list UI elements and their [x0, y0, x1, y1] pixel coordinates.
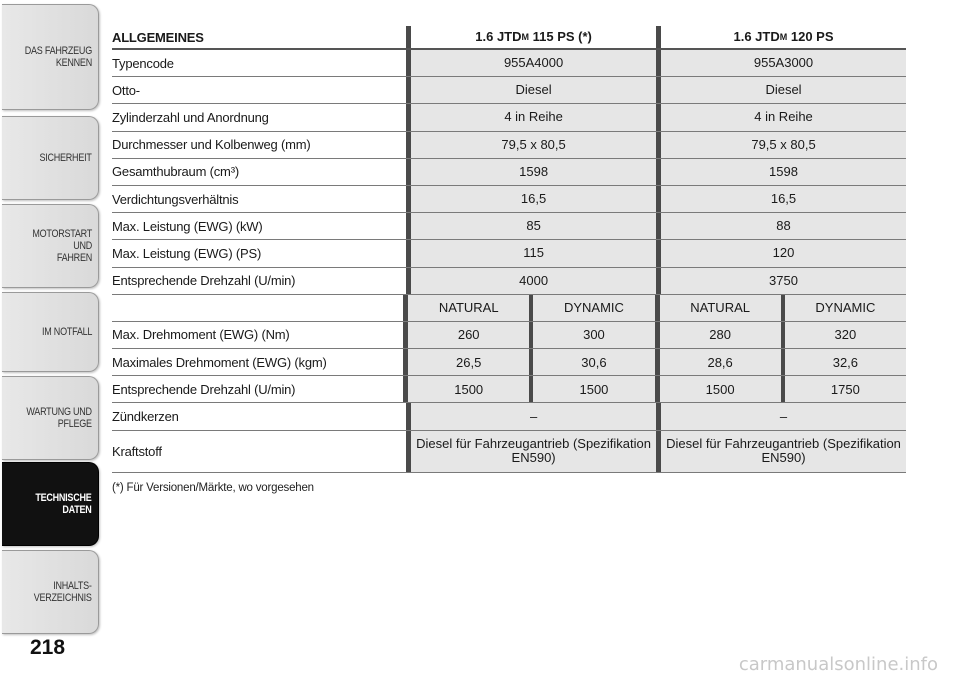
mode-dynamic: DYNAMIC	[785, 295, 906, 321]
value-engine-120: 955A3000	[661, 50, 906, 76]
value-natural-120: 28,6	[660, 349, 781, 375]
header-prefix: 1.6 JTD	[733, 29, 780, 44]
chapter-sidebar	[0, 0, 100, 640]
footnote: (*) Für Versionen/Märkte, wo vorgesehen	[112, 482, 314, 494]
value-engine-120: 4 in Reihe	[661, 104, 906, 130]
tab-inhaltsverzeichnis[interactable]	[2, 550, 99, 634]
value-dynamic-120: 1750	[785, 376, 906, 402]
value-engine-115: Diesel	[411, 77, 656, 103]
row-label: Max. Drehmoment (EWG) (Nm)	[112, 327, 290, 343]
row-label: Gesamthubraum (cm³)	[112, 164, 239, 180]
table-row	[112, 77, 906, 104]
tab-das-fahrzeug-kennen[interactable]	[2, 4, 99, 110]
tab-wartung-und-pflege[interactable]	[2, 376, 99, 460]
tab-sicherheit[interactable]	[2, 116, 99, 200]
value-natural-115: 1500	[408, 376, 529, 402]
value-dynamic-115: 1500	[533, 376, 654, 402]
row-label	[112, 295, 403, 321]
row-label: Verdichtungsverhältnis	[112, 191, 239, 207]
value-engine-115: 16,5	[411, 186, 656, 212]
table-row	[112, 431, 906, 473]
split-cells	[660, 376, 907, 402]
table-row	[112, 403, 906, 430]
value-engine-120: 88	[661, 213, 906, 239]
value-engine-120: Diesel für Fahrzeugantrieb (Spezifikation EN590)	[661, 431, 906, 472]
mode-header-row	[112, 295, 906, 322]
tab-label: INHALTS- VERZEICHNIS	[34, 580, 92, 604]
split-cells	[408, 322, 655, 348]
table-row	[112, 213, 906, 240]
tab-label: TECHNISCHE DATEN	[35, 492, 92, 516]
split-cells	[660, 322, 907, 348]
row-label: Entsprechende Drehzahl (U/min)	[112, 273, 296, 289]
header-label: ALLGEMEINES	[112, 29, 204, 45]
value-engine-120: –	[661, 403, 906, 429]
header-prefix: 1.6 JTD	[475, 29, 522, 44]
value-natural-115: 260	[408, 322, 529, 348]
table-row	[112, 159, 906, 186]
value-engine-115: Diesel für Fahrzeugantrieb (Spezifikation EN590)	[411, 431, 656, 472]
row-label: Maximales Drehmoment (EWG) (kgm)	[112, 354, 327, 370]
value-natural-120: 1500	[660, 376, 781, 402]
split-cells	[660, 349, 907, 375]
header-engine-115	[411, 26, 656, 48]
tab-label: WARTUNG UND PFLEGE	[26, 406, 92, 430]
header-engine-120	[661, 26, 906, 48]
row-label: Zylinderzahl und Anordnung	[112, 109, 269, 125]
value-dynamic-120: 320	[785, 322, 906, 348]
table-row	[112, 349, 906, 376]
value-engine-120: 3750	[661, 268, 906, 294]
table-row	[112, 104, 906, 131]
engine-spec-table	[112, 26, 906, 473]
tab-im-notfall[interactable]	[2, 292, 99, 372]
tab-technische-daten[interactable]	[2, 462, 99, 546]
row-label: Otto-	[112, 82, 140, 98]
table-row	[112, 376, 906, 403]
value-engine-120: Diesel	[661, 77, 906, 103]
split-cells	[660, 295, 907, 321]
value-engine-115: –	[411, 403, 656, 429]
split-cells	[408, 295, 655, 321]
value-natural-120: 280	[660, 322, 781, 348]
row-label: Durchmesser und Kolbenweg (mm)	[112, 137, 311, 153]
value-engine-120: 120	[661, 240, 906, 266]
table-row	[112, 50, 906, 77]
value-engine-115: 115	[411, 240, 656, 266]
table-row	[112, 268, 906, 295]
row-label: Kraftstoff	[112, 443, 162, 459]
mode-dynamic: DYNAMIC	[533, 295, 654, 321]
header-suffix: 115 PS (*)	[529, 29, 592, 44]
value-engine-120: 79,5 x 80,5	[661, 132, 906, 158]
split-cells	[408, 376, 655, 402]
value-engine-115: 4 in Reihe	[411, 104, 656, 130]
value-engine-115: 4000	[411, 268, 656, 294]
table-header-row	[112, 26, 906, 50]
tab-motorstart-und-fahren[interactable]	[2, 204, 99, 288]
row-label: Max. Leistung (EWG) (PS)	[112, 245, 262, 261]
table-row	[112, 132, 906, 159]
value-dynamic-115: 300	[533, 322, 654, 348]
value-engine-115: 85	[411, 213, 656, 239]
row-label: Max. Leistung (EWG) (kW)	[112, 218, 263, 234]
tab-label: DAS FAHRZEUG KENNEN	[24, 45, 92, 69]
value-natural-115: 26,5	[408, 349, 529, 375]
header-subscript: M	[779, 32, 788, 42]
tab-label: SICHERHEIT	[39, 152, 92, 164]
page-number: 218	[30, 636, 66, 659]
row-label: Typencode	[112, 55, 174, 71]
row-label: Entsprechende Drehzahl (U/min)	[112, 381, 296, 397]
tab-label: MOTORSTART UND FAHREN	[32, 228, 92, 264]
value-engine-120: 1598	[661, 159, 906, 185]
value-engine-115: 1598	[411, 159, 656, 185]
table-row	[112, 240, 906, 267]
value-dynamic-120: 32,6	[785, 349, 906, 375]
split-cells	[408, 349, 655, 375]
mode-natural: NATURAL	[408, 295, 529, 321]
table-row	[112, 322, 906, 349]
value-engine-115: 79,5 x 80,5	[411, 132, 656, 158]
header-subscript: M	[521, 32, 530, 42]
header-suffix: 120 PS	[787, 29, 834, 44]
mode-natural: NATURAL	[660, 295, 781, 321]
row-label: Zündkerzen	[112, 409, 179, 425]
tab-label: IM NOTFALL	[41, 326, 92, 338]
value-engine-115: 955A4000	[411, 50, 656, 76]
watermark: carmanualsonline.info	[738, 654, 938, 675]
value-engine-120: 16,5	[661, 186, 906, 212]
table-row	[112, 186, 906, 213]
value-dynamic-115: 30,6	[533, 349, 654, 375]
